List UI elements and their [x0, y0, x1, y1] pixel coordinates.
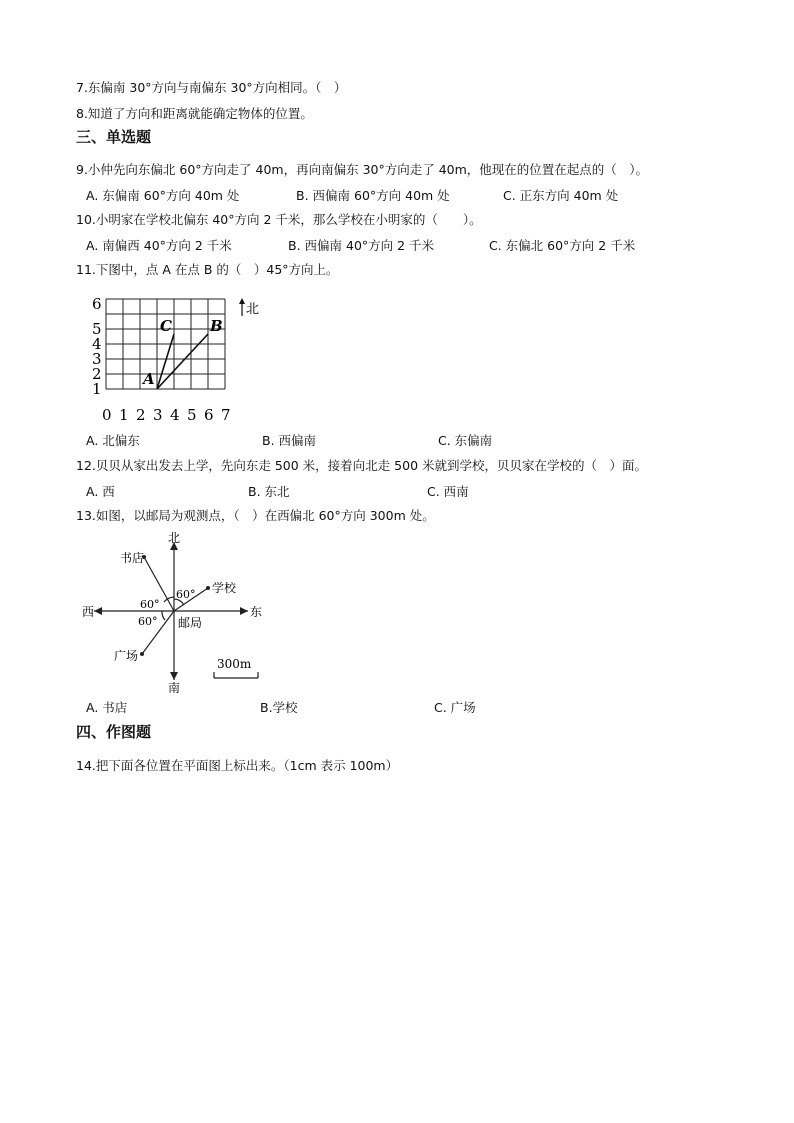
compass-south-label: 南 [168, 681, 181, 694]
bookstore-label: 书店 [120, 551, 145, 565]
q11-option-c[interactable]: C. 东偏南 [438, 433, 493, 448]
compass-north-label: 北 [168, 531, 181, 545]
school-point [206, 586, 210, 590]
question-13: 13.如图，以邮局为观测点，（ ）在西偏北 60°方向 300m 处。 [76, 508, 435, 523]
west-arrow-icon [94, 607, 102, 615]
east-arrow-icon [240, 607, 248, 615]
question-14: 14.把下面各位置在平面图上标出来。（1cm 表示 100m） [76, 758, 399, 773]
y-tick-1: 1 [92, 380, 102, 398]
compass-west-label: 西 [82, 605, 95, 619]
q12-option-a[interactable]: A. 西 [86, 484, 115, 499]
point-c-label: C [160, 317, 172, 335]
point-a-label: A [143, 370, 155, 388]
section-title-single-choice: 三、单选题 [76, 128, 152, 146]
post-office-label: 邮局 [178, 616, 203, 630]
north-label: 北 [246, 302, 260, 317]
grid-figure [86, 290, 276, 426]
q10-option-b[interactable]: B. 西偏南 40°方向 2 千米 [288, 238, 435, 253]
question-12: 12.贝贝从家出发去上学，先向东走 500 米，接着向北走 500 米就到学校，贝贝家在学校的（ ）面。 [76, 458, 647, 473]
q13-option-b[interactable]: B.学校 [260, 700, 298, 715]
q12-option-c[interactable]: C. 西南 [427, 484, 469, 499]
q13-option-c[interactable]: C. 广场 [434, 700, 476, 715]
question-11: 11.下图中，点 A 在点 B 的（ ）45°方向上。 [76, 262, 339, 277]
x-tick-5: 5 [187, 406, 197, 424]
x-tick-3: 3 [153, 406, 163, 424]
angle-label-west-north: 60° [140, 598, 160, 611]
y-tick-5: 5 [92, 320, 102, 338]
school-label: 学校 [212, 581, 237, 595]
y-tick-4: 4 [92, 335, 102, 353]
x-tick-7: 7 [221, 406, 231, 424]
x-tick-0: 0 [102, 406, 112, 424]
q10-option-a[interactable]: A. 南偏西 40°方向 2 千米 [86, 238, 232, 253]
q9-option-a[interactable]: A. 东偏南 60°方向 40m 处 [86, 188, 240, 203]
square-label: 广场 [114, 649, 139, 663]
q10-option-c[interactable]: C. 东偏北 60°方向 2 千米 [489, 238, 636, 253]
square-point [140, 652, 144, 656]
y-tick-6: 6 [92, 295, 102, 313]
question-8: 8.知道了方向和距离就能确定物体的位置。 [76, 106, 313, 121]
x-tick-2: 2 [136, 406, 146, 424]
compass-figure [80, 530, 276, 694]
q12-option-b[interactable]: B. 东北 [248, 484, 290, 499]
south-arrow-icon [170, 672, 178, 680]
segment-ab [157, 334, 208, 389]
compass-east-label: 东 [250, 605, 263, 619]
q11-option-b[interactable]: B. 西偏南 [262, 433, 317, 448]
section-title-drawing: 四、作图题 [76, 723, 152, 741]
q9-option-c[interactable]: C. 正东方向 40m 处 [503, 188, 619, 203]
angle-label-west-south: 60° [138, 615, 158, 628]
angle-label-north-east: 60° [176, 588, 196, 601]
x-tick-6: 6 [204, 406, 214, 424]
q13-option-a[interactable]: A. 书店 [86, 700, 128, 715]
question-7: 7.东偏南 30°方向与南偏东 30°方向相同。（ ） [76, 80, 347, 95]
x-tick-4: 4 [170, 406, 180, 424]
scale-label: 300m [217, 657, 252, 671]
point-b-label: B [210, 317, 223, 335]
y-tick-2: 2 [92, 365, 102, 383]
x-tick-1: 1 [119, 406, 129, 424]
y-tick-3: 3 [92, 350, 102, 368]
question-10: 10.小明家在学校北偏东 40°方向 2 千米，那么学校在小明家的（ ）。 [76, 212, 482, 227]
question-9: 9.小仲先向东偏北 60°方向走了 40m，再向南偏东 30°方向走了 40m，他现在的位置在起点的（ ）。 [76, 162, 649, 177]
q9-option-b[interactable]: B. 西偏南 60°方向 40m 处 [296, 188, 450, 203]
q11-option-a[interactable]: A. 北偏东 [86, 433, 140, 448]
